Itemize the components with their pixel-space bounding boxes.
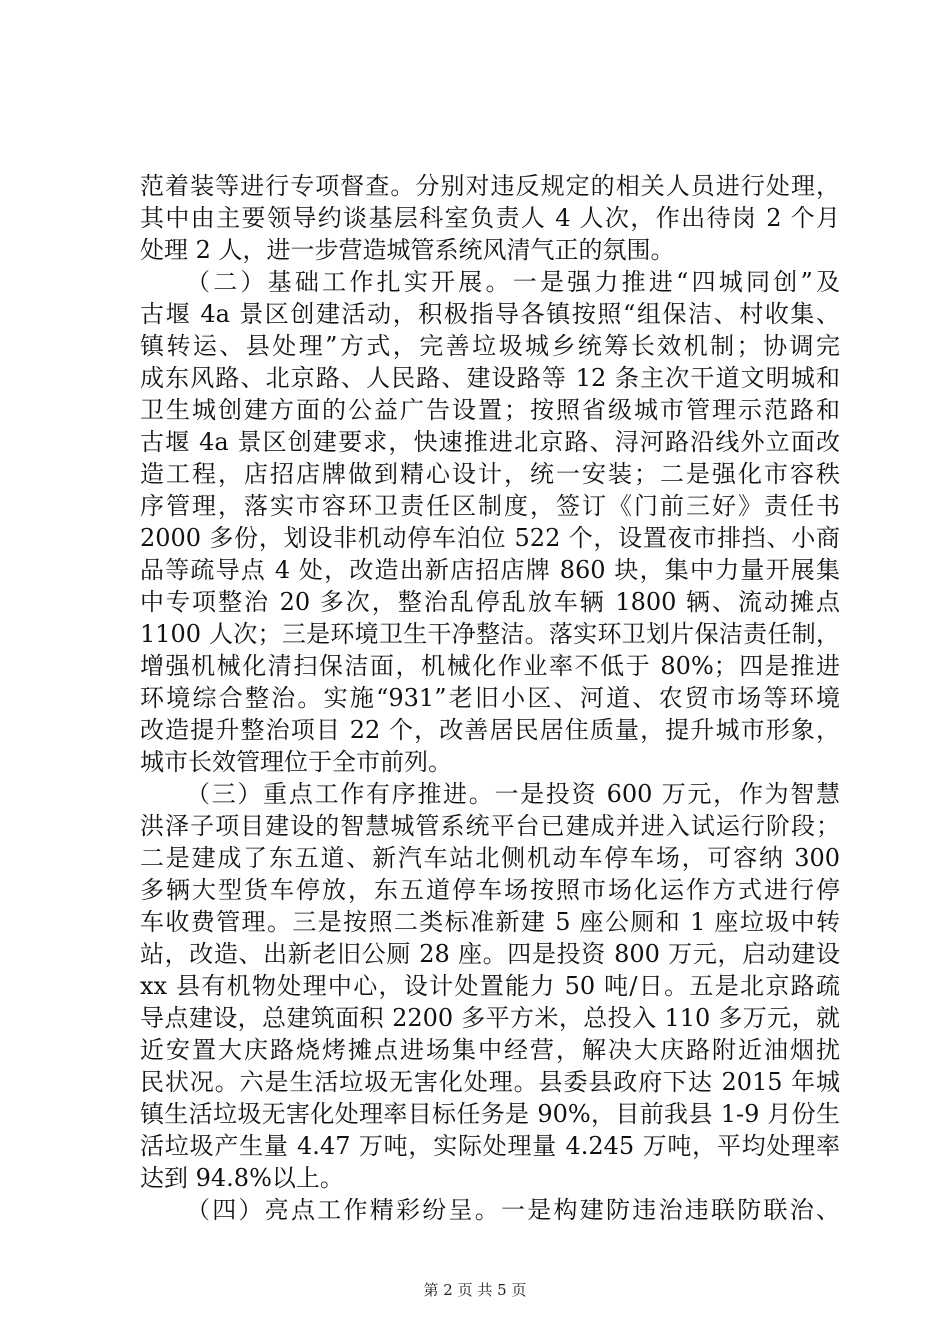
text-line: 古堰 4a 景区创建要求，快速推进北京路、浔河路沿线外立面改 (140, 428, 840, 456)
text-line: 造工程，店招店牌做到精心设计，统一安装；二是强化市容秩 (140, 460, 840, 488)
text-line: 镇生活垃圾无害化处理率目标任务是 90%，目前我县 1-9 月份生 (140, 1100, 840, 1128)
text-line: 导点建设，总建筑面积 2200 多平方米，总投入 110 多万元，就 (140, 1004, 840, 1032)
text-line: 城市长效管理位于全市前列。 (140, 748, 452, 776)
paragraph-heading-line: （四）亮点工作精彩纷呈。一是构建防违治违联防联治、 (186, 1196, 840, 1224)
text-line: 镇转运、县处理”方式，完善垃圾城乡统筹长效机制；协调完 (140, 332, 840, 360)
text-line: 洪泽子项目建设的智慧城管系统平台已建成并进入试运行阶段； (140, 812, 840, 840)
text-line: 近安置大庆路烧烤摊点进场集中经营，解决大庆路附近油烟扰 (140, 1036, 840, 1064)
text-line: 品等疏导点 4 处，改造出新店招店牌 860 块，集中力量开展集 (140, 556, 840, 584)
page-number: 第 2 页 共 5 页 (423, 1281, 527, 1299)
text-line: 2000 多份，划设非机动停车泊位 522 个，设置夜市排挡、小商 (140, 524, 840, 552)
text-line: 站，改造、出新老旧公厕 28 座。四是投资 800 万元，启动建设 (140, 940, 840, 968)
paragraph-heading-line: （三）重点工作有序推进。一是投资 600 万元，作为智慧 (186, 780, 840, 808)
text-line: 达到 94.8%以上。 (140, 1164, 344, 1192)
page-footer (0, 1280, 950, 1300)
text-line: 中专项整治 20 多次，整治乱停乱放车辆 1800 辆、流动摊点 (140, 588, 840, 616)
text-line: 古堰 4a 景区创建活动，积极指导各镇按照“组保洁、村收集、 (140, 300, 840, 328)
paragraph-heading-line: （二）基础工作扎实开展。一是强力推进“四城同创”及 (186, 268, 840, 296)
text-line: 增强机械化清扫保洁面，机械化作业率不低于 80%；四是推进 (140, 652, 840, 680)
body-text (140, 170, 840, 1226)
text-line: 范着装等进行专项督查。分别对违反规定的相关人员进行处理， (140, 172, 840, 200)
text-line: 车收费管理。三是按照二类标准新建 5 座公厕和 1 座垃圾中转 (140, 908, 840, 936)
text-line: 环境综合整治。实施“931”老旧小区、河道、农贸市场等环境 (140, 684, 840, 712)
text-line: 其中由主要领导约谈基层科室负责人 4 人次，作出待岗 2 个月 (140, 204, 840, 232)
text-line: 序管理，落实市容环卫责任区制度，签订《门前三好》责任书 (140, 492, 840, 520)
text-line: 活垃圾产生量 4.47 万吨，实际处理量 4.245 万吨，平均处理率 (140, 1132, 840, 1160)
text-line: 1100 人次；三是环境卫生干净整洁。落实环卫划片保洁责任制， (140, 620, 840, 648)
text-line: 卫生城创建方面的公益广告设置；按照省级城市管理示范路和 (140, 396, 840, 424)
text-line: 二是建成了东五道、新汽车站北侧机动车停车场，可容纳 300 (140, 844, 840, 872)
text-line: 处理 2 人，进一步营造城管系统风清气正的氛围。 (140, 236, 675, 264)
text-line: 改造提升整治项目 22 个，改善居民居住质量，提升城市形象， (140, 716, 840, 744)
text-line: 民状况。六是生活垃圾无害化处理。县委县政府下达 2015 年城 (140, 1068, 840, 1096)
text-line: xx 县有机物处理中心，设计处置能力 50 吨/日。五是北京路疏 (140, 972, 840, 1000)
text-line: 多辆大型货车停放，东五道停车场按照市场化运作方式进行停 (140, 876, 840, 904)
text-line: 成东风路、北京路、人民路、建设路等 12 条主次干道文明城和 (140, 364, 840, 392)
